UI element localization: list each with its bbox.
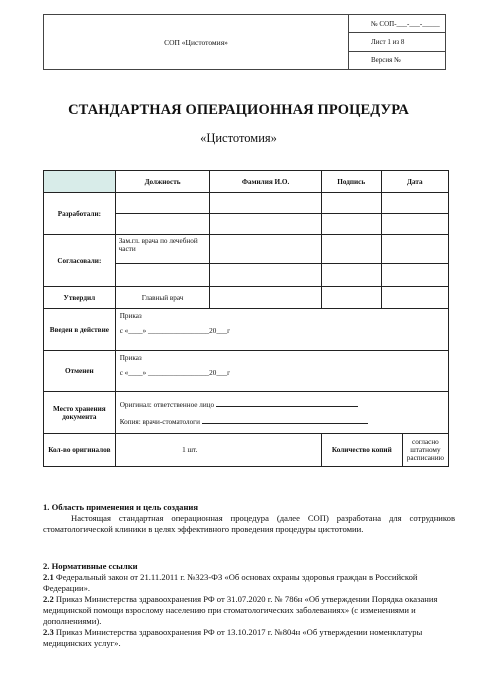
originals-count: 1 шт.: [115, 434, 321, 467]
reference-number: 2.1: [43, 572, 54, 582]
approved-position: Главный врач: [115, 287, 210, 309]
row-effective-label: Введен в действие: [44, 309, 116, 351]
row-agreed-label: Согласовали:: [44, 235, 116, 287]
table-cell: [210, 235, 321, 264]
table-cell: [210, 264, 321, 287]
row-developed-label: Разработали:: [44, 193, 116, 235]
table-cell: [321, 214, 381, 235]
table-row: [44, 434, 449, 467]
original-blank-line: [216, 400, 358, 407]
table-row: [44, 235, 449, 264]
section-scope-text: Настоящая стандартная операционная процедура (далее СОП) разработана для сотрудников стоматологической клиники в целях эффективного проведения процедуры цистотомии.: [43, 513, 455, 534]
reference-number: 2.2: [43, 594, 54, 604]
effective-order: Приказ: [119, 312, 142, 320]
cancel-order-cell: [115, 351, 448, 392]
reference-item: [43, 594, 455, 627]
table-cell: [381, 287, 448, 309]
reference-text: Приказ Министерства здравоохранения РФ от 13.10.2017 г. №804н «Об утверждении номенклатуры медицинских услуг».: [43, 627, 423, 648]
table-cell: [115, 264, 210, 287]
cancel-order-line: с «____» _________________20___г: [119, 369, 231, 377]
storage-original: [120, 400, 445, 409]
table-row: [44, 351, 449, 392]
agreed-position: Зам.гл. врача по лечебной части: [115, 235, 210, 264]
header-sheet: Лист 1 из 8: [349, 33, 445, 51]
table-cell: [115, 214, 210, 235]
reference-number: 2.3: [43, 627, 54, 637]
table-row: [44, 392, 449, 434]
col-name: Фамилия И.О.: [210, 171, 321, 193]
header-version: Версия №: [371, 56, 401, 65]
reference-item: [43, 572, 455, 594]
table-header-row: [44, 171, 449, 193]
reference-text: Приказ Министерства здравоохранения РФ от 31.07.2020 г. № 786н «Об утверждении Порядка оказания медицинской помощи взрослому населению при стоматологических заболеваниях» (с изменениями и дополнениями).: [43, 594, 438, 626]
row-storage-label: Место хранения документа: [44, 392, 116, 434]
table-cell: [115, 193, 210, 214]
page-subtitle: «Цистотомия»: [200, 131, 277, 145]
table-cell: [381, 235, 448, 264]
copies-split: [322, 434, 448, 466]
table-cell: [321, 287, 381, 309]
header-document-name: СОП «Цистотомия»: [44, 15, 349, 69]
section-references: [43, 561, 455, 649]
table-row: [44, 193, 449, 214]
table-row: [44, 309, 449, 351]
storage-original-label: Оригинал: ответственное лицо: [119, 400, 215, 409]
document-header: [43, 14, 446, 70]
section-scope: [43, 502, 455, 535]
copies-cell: [321, 434, 448, 467]
col-position: Должность: [115, 171, 210, 193]
effective-order-cell: [115, 309, 448, 351]
copy-blank-line: [202, 417, 368, 424]
copies-count-label: Количество копий: [322, 434, 403, 466]
copies-count: согласно штатному расписанию: [406, 438, 444, 462]
table-cell: [210, 287, 321, 309]
storage-cell: [115, 392, 448, 434]
section-references-heading: 2. Нормативные ссылки: [43, 561, 138, 571]
table-cell: [381, 214, 448, 235]
col-date: Дата: [381, 171, 448, 193]
section-scope-heading: 1. Область применения и цель создания: [43, 502, 199, 512]
table-cell: [210, 193, 321, 214]
reference-item: [43, 627, 455, 649]
col-signature: Подпись: [321, 171, 381, 193]
table-corner-cell: [44, 171, 116, 193]
header-sop-number: № СОП-___-___-_____: [349, 15, 445, 33]
table-row: [44, 287, 449, 309]
table-cell: [321, 264, 381, 287]
effective-order-line: с «____» _________________20___г: [119, 327, 231, 335]
page-title: СТАНДАРТНАЯ ОПЕРАЦИОННАЯ ПРОЦЕДУРА: [68, 102, 409, 118]
header-meta: [349, 15, 445, 69]
table-cell: [381, 193, 448, 214]
row-cancelled-label: Отменен: [44, 351, 116, 392]
storage-copy-label: Копия: врачи-стоматологи: [119, 417, 200, 426]
row-approved-label: Утвердил: [44, 287, 116, 309]
row-originals-label: Кол-во оригиналов: [44, 434, 116, 467]
table-cell: [321, 235, 381, 264]
table-cell: [381, 264, 448, 287]
cancel-order: Приказ: [119, 354, 142, 362]
storage-copy: [120, 417, 445, 426]
approval-table: [43, 170, 449, 467]
reference-text: Федеральный закон от 21.11.2011 г. №323-ФЗ «Об основах охраны здоровья граждан в Российской Федерации».: [43, 572, 418, 593]
table-cell: [321, 193, 381, 214]
table-cell: [210, 214, 321, 235]
